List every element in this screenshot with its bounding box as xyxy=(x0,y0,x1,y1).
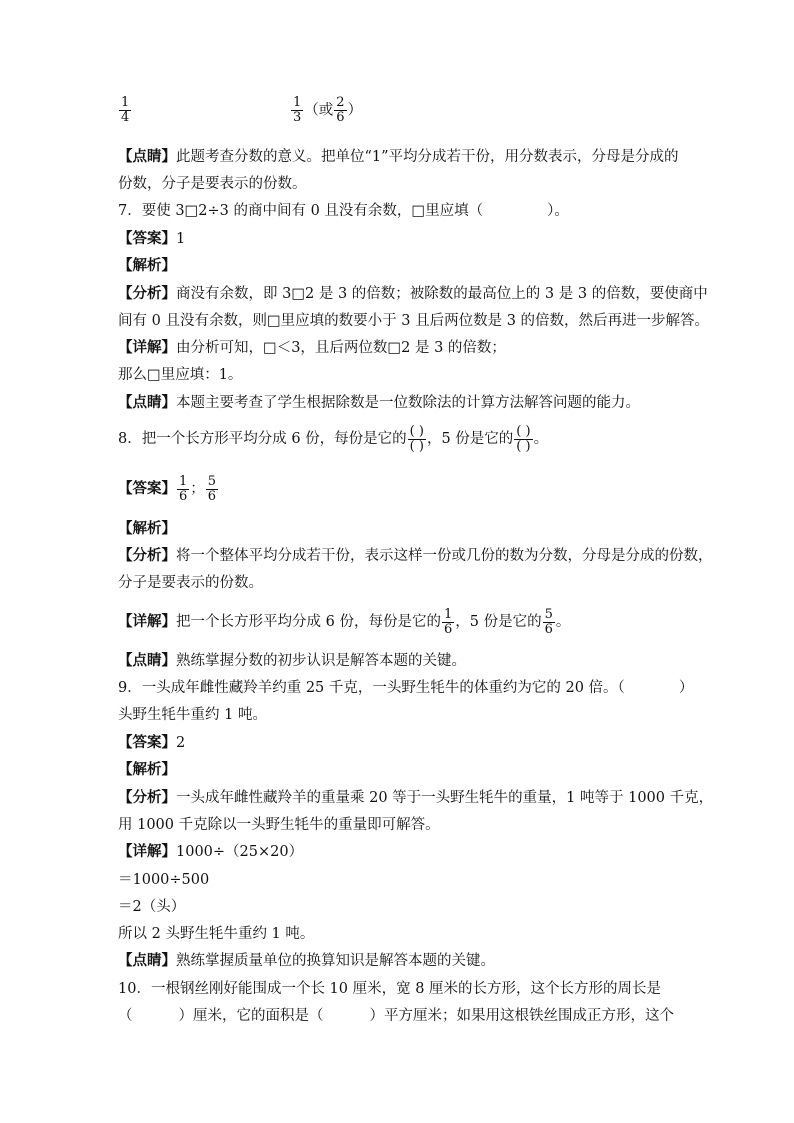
q8-blank-fraction-1: $\frac{( )}{( )}$ xyxy=(409,423,424,454)
fraction-one-quarter: $\frac{1}{4}$ xyxy=(121,95,130,125)
q7-question: 7．要使 3□2÷3 的商中间有 0 且没有余数，□里应填（ ）。 xyxy=(118,203,569,219)
q8-answer-fraction-1: $\frac{1}{6}$ xyxy=(179,473,188,504)
q8-xiangjie-fraction-2: $\frac{5}{6}$ xyxy=(544,606,553,637)
q7-answer: 【答案】1 xyxy=(118,230,186,247)
top-fractions-line-2 xyxy=(290,96,362,125)
q9-dianjing: 【点睛】熟练掌握质量单位的换算知识是解答本题的关键。 xyxy=(118,952,495,969)
q7-fenxi-line2: 间有 0 且没有余数，则□里应填的数要小于 3 且后两位数是 3 的倍数，然后再进一步解答。 xyxy=(118,313,710,329)
dianjing-1-line1 xyxy=(118,148,679,166)
dianjing-tag: 【点睛】 xyxy=(118,148,176,165)
q8-dianjing: 【点睛】熟练掌握分数的初步认识是解答本题的关键。 xyxy=(118,652,466,669)
q8-xiangjie: 【详解】把一个长方形平均分成 6 份，每份是它的 $\frac{1}{6}$ ，5 份是它的 $\frac{5}{6}$ 。 xyxy=(118,606,571,637)
q7-jiexi-heading: 【解析】 xyxy=(118,257,176,274)
q9-question-line2: 头野生牦牛重约 1 吨。 xyxy=(118,707,267,723)
q7-dianjing: 【点睛】本题主要考查了学生根据除数是一位数除法的计算方法解答问题的能力。 xyxy=(118,394,640,411)
q9-fenxi-line1: 【分析】一头成年雌性藏羚羊的重量乘 20 等于一头野生牦牛的重量，1 吨等于 1000 千克， xyxy=(118,789,714,806)
dianjing-1-line2: 份数，分子是要表示的份数。 xyxy=(118,176,307,192)
q10-question-line2: （ ）厘米，它的面积是（ ）平方厘米；如果用这根铁丝围成正方形，这个 xyxy=(118,1008,674,1024)
q9-fenxi-line2: 用 1000 千克除以一头野生牦牛的重量即可解答。 xyxy=(118,817,440,833)
q8-fenxi-line1: 【分析】将一个整体平均分成若干份，表示这样一份或几份的数为分数，分母是分成的份数， xyxy=(118,547,713,564)
q8-answer-fraction-2: $\frac{5}{6}$ xyxy=(207,473,217,504)
q7-fenxi-line1: 【分析】商没有余数，即 3□2 是 3 的倍数；被除数的最高位上的 3 是 3 的倍数，要使商中 xyxy=(118,285,708,302)
q9-calc-step2: ＝1000÷500 xyxy=(118,872,210,888)
q9-conclusion: 所以 2 头野生牦牛重约 1 吨。 xyxy=(118,926,315,942)
paren-close: ） xyxy=(347,102,363,119)
q8-blank-fraction-2: $\frac{( )}{( )}$ xyxy=(516,423,531,454)
q9-xiangjie: 【详解】1000÷（25×20） xyxy=(118,843,304,860)
paren-open: （或 xyxy=(304,102,334,119)
q8-question: 8．把一个长方形平均分成 6 份，每份是它的 $\frac{( )}{( )}$ ，5 份是它的 $\frac{( )}{( )}$ 。 xyxy=(118,423,549,454)
q8-xiangjie-fraction-1: $\frac{1}{6}$ xyxy=(443,606,453,637)
q7-xiangjie-line2: 那么□里应填：1。 xyxy=(118,367,243,383)
q8-jiexi-heading: 【解析】 xyxy=(118,520,176,537)
q7-xiangjie-line1: 【详解】由分析可知，□＜3，且后两位数□2 是 3 的倍数； xyxy=(118,339,506,356)
q8-fenxi-line2: 分子是要表示的份数。 xyxy=(118,575,263,591)
top-fractions-line xyxy=(118,96,132,125)
q9-calc-step3: ＝2（头） xyxy=(118,899,186,915)
q9-question-line1: 9．一头成年雌性藏羚羊约重 25 千克，一头野生牦牛的体重约为它的 20 倍。（ ） xyxy=(118,680,694,696)
q8-answer: 【答案】 $\frac{1}{6}$ ； $\frac{5}{6}$ xyxy=(118,473,217,504)
q9-answer: 【答案】2 xyxy=(118,734,186,751)
dianjing-text: 此题考查分数的意义。把单位“1”平均分成若干份，用分数表示，分母是分成的 xyxy=(176,149,679,165)
q9-jiexi-heading: 【解析】 xyxy=(118,761,176,778)
fraction-two-sixths: $\frac{2}{6}$ xyxy=(336,95,345,125)
fraction-one-third: $\frac{1}{3}$ xyxy=(293,95,302,125)
q10-question-line1: 10．一根钢丝刚好能围成一个长 10 厘米，宽 8 厘米的长方形，这个长方形的周长是 xyxy=(118,981,662,997)
